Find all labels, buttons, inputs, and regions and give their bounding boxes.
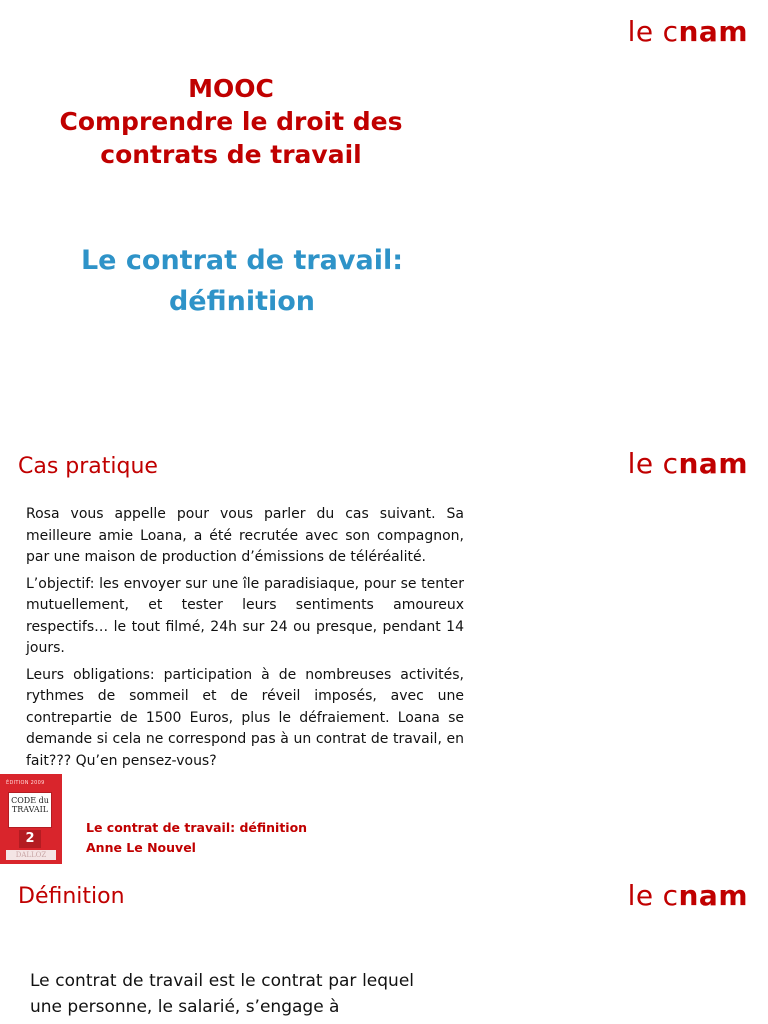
slide-heading: Cas pratique (18, 454, 158, 479)
definition-text: Le contrat de travail est le contrat par lequel une personne, le salarié, s’engage à (30, 971, 414, 1017)
slide-cas-pratique (0, 432, 768, 864)
footer-lesson-title: Le contrat de travail: définition (86, 820, 308, 835)
cnam-logo: le cnam (627, 879, 748, 912)
cnam-logo: le cnam (627, 447, 748, 480)
course-title-line: contrats de travail (100, 140, 362, 169)
book-edition: ÉDITION 2009 (6, 780, 45, 786)
book-number: 2 (19, 830, 41, 848)
slide-heading: Définition (18, 884, 125, 909)
slide-definition (0, 864, 768, 1024)
course-title (0, 72, 462, 171)
cnam-logo: le cnam (627, 15, 748, 48)
case-paragraph: Leurs obligations: participation à de nombreuses activités, rythmes de sommeil et de réveil imposés, avec une contrepartie de 1500 Euros, plus le défraiement. Loana se demande si cela ne correspond pas à un contrat de travail, en fait??? Qu’en pensez-vous? (26, 666, 464, 769)
course-title-line: MOOC (188, 74, 274, 103)
case-paragraph: Rosa vous appelle pour vous parler du cas suivant. Sa meilleure amie Loana, a été recrutée avec son compagnon, par une maison de production d’émissions de téléréalité. (26, 506, 464, 565)
course-title-line: Comprendre le droit des (59, 107, 403, 136)
code-du-travail-book-image (0, 774, 62, 864)
book-title: CODE du TRAVAIL (8, 792, 52, 828)
lesson-title (0, 240, 484, 322)
footer-author: Anne Le Nouvel (86, 840, 196, 855)
slide-footer (86, 818, 307, 858)
book-brand: DALLOZ (6, 850, 56, 860)
lesson-title-line: Le contrat de travail: (80, 245, 404, 276)
lesson-title-line: définition (168, 286, 316, 317)
case-text (26, 504, 464, 777)
case-paragraph: L’objectif: les envoyer sur une île paradisiaque, pour se tenter mutuellement, et tester leurs sentiments amoureux respectifs… le tout filmé, 24h sur 24 ou presque, pendant 14 jours. (26, 575, 464, 656)
slide-title (0, 0, 768, 432)
